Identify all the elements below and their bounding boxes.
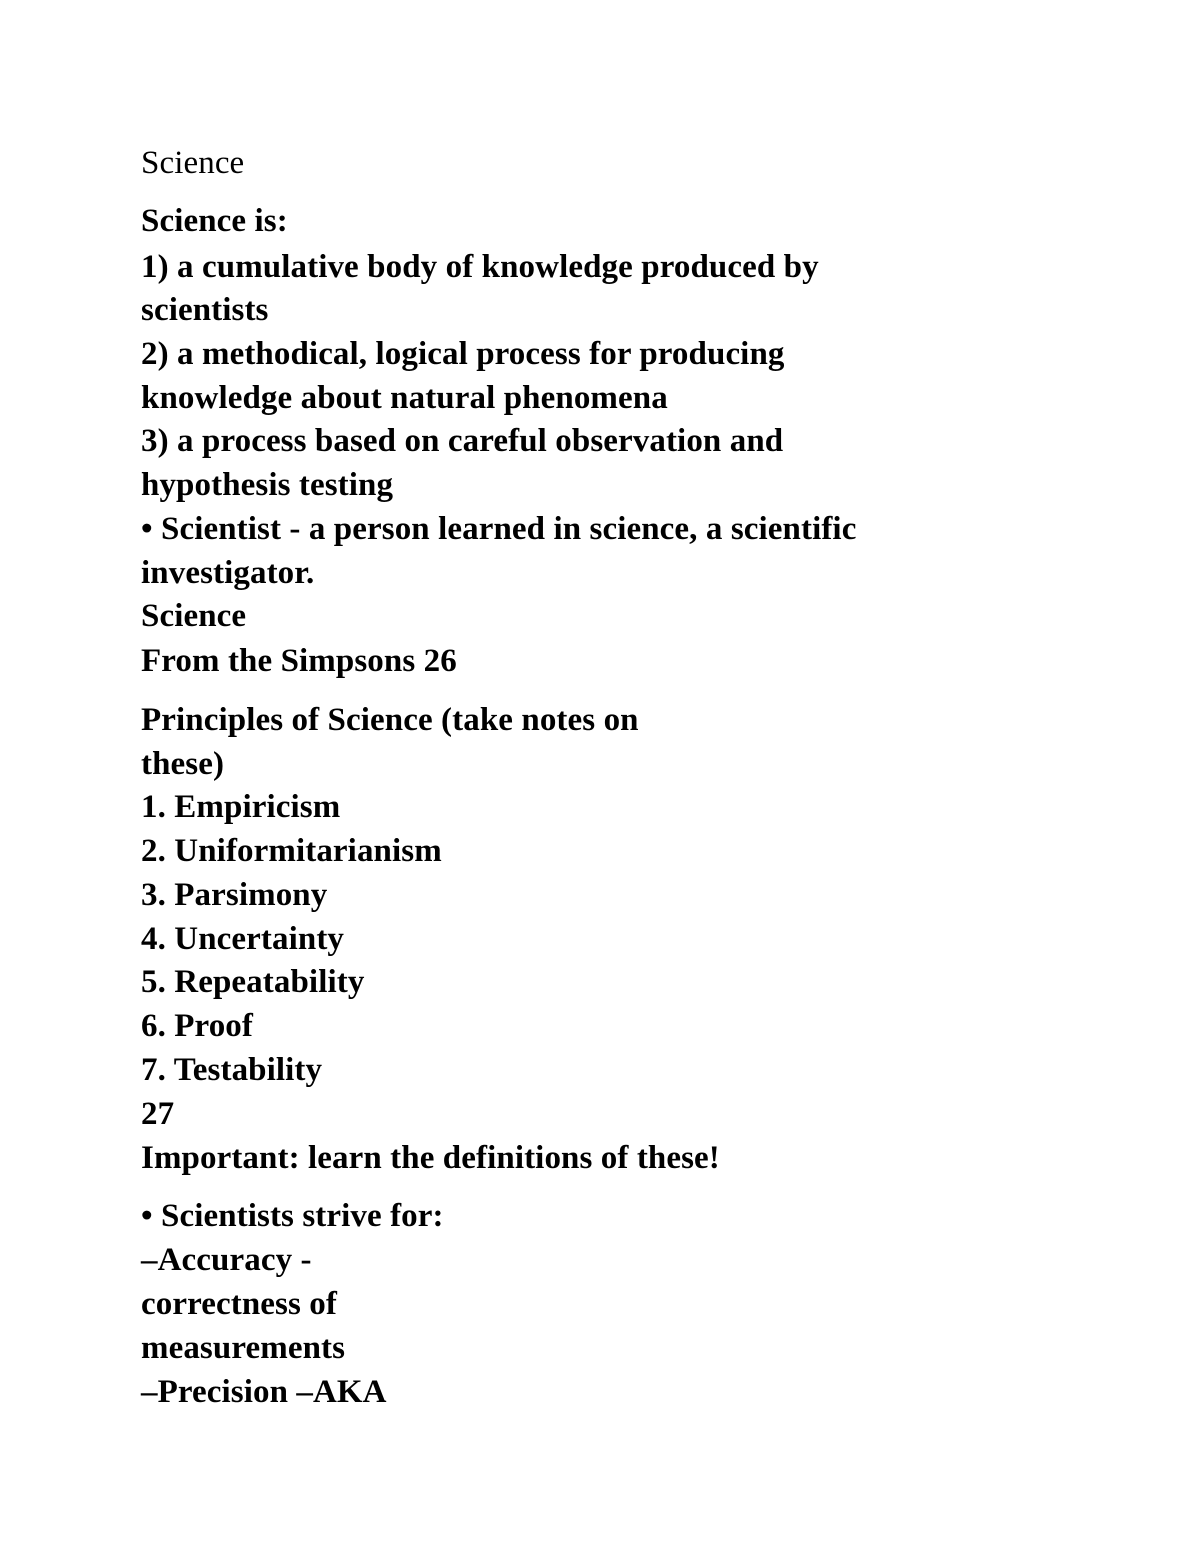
page-number: 27 — [141, 1096, 175, 1132]
accuracy-line-1: –Accuracy - — [141, 1242, 312, 1278]
principle-item: 7. Testability — [141, 1052, 323, 1088]
definition-intro: Science is: — [141, 203, 288, 239]
principle-item: 3. Parsimony — [141, 877, 328, 913]
principles-title-line-2: these) — [141, 746, 225, 782]
accuracy-line-3: measurements — [141, 1330, 346, 1366]
principle-item: 6. Proof — [141, 1008, 253, 1044]
scientist-bullet-line-2: investigator. — [141, 555, 315, 591]
definition-item-1-line-2: scientists — [141, 292, 269, 328]
precision-line-1: –Precision –AKA — [141, 1374, 387, 1410]
definition-item-3-line-1: 3) a process based on careful observation and — [141, 423, 784, 459]
accuracy-line-2: correctness of — [141, 1286, 337, 1322]
definition-item-2-line-2: knowledge about natural phenomena — [141, 380, 668, 416]
principle-item: 5. Repeatability — [141, 964, 365, 1000]
principle-item: 1. Empiricism — [141, 789, 341, 825]
definition-item-2-line-1: 2) a methodical, logical process for producing — [141, 336, 785, 372]
principle-item: 2. Uniformitarianism — [141, 833, 442, 869]
scientist-bullet-line-1: • Scientist - a person learned in science, a scientific — [141, 511, 857, 547]
slide-title: Science — [141, 598, 247, 634]
source-line: From the Simpsons 26 — [141, 643, 457, 679]
important-note: Important: learn the definitions of these! — [141, 1140, 720, 1176]
definition-item-1-line-1: 1) a cumulative body of knowledge produced by — [141, 249, 819, 285]
document-heading: Science — [141, 145, 245, 181]
definition-item-3-line-2: hypothesis testing — [141, 467, 394, 503]
principles-title-line-1: Principles of Science (take notes on — [141, 702, 639, 738]
principle-item: 4. Uncertainty — [141, 921, 345, 957]
strive-bullet: • Scientists strive for: — [141, 1198, 444, 1234]
